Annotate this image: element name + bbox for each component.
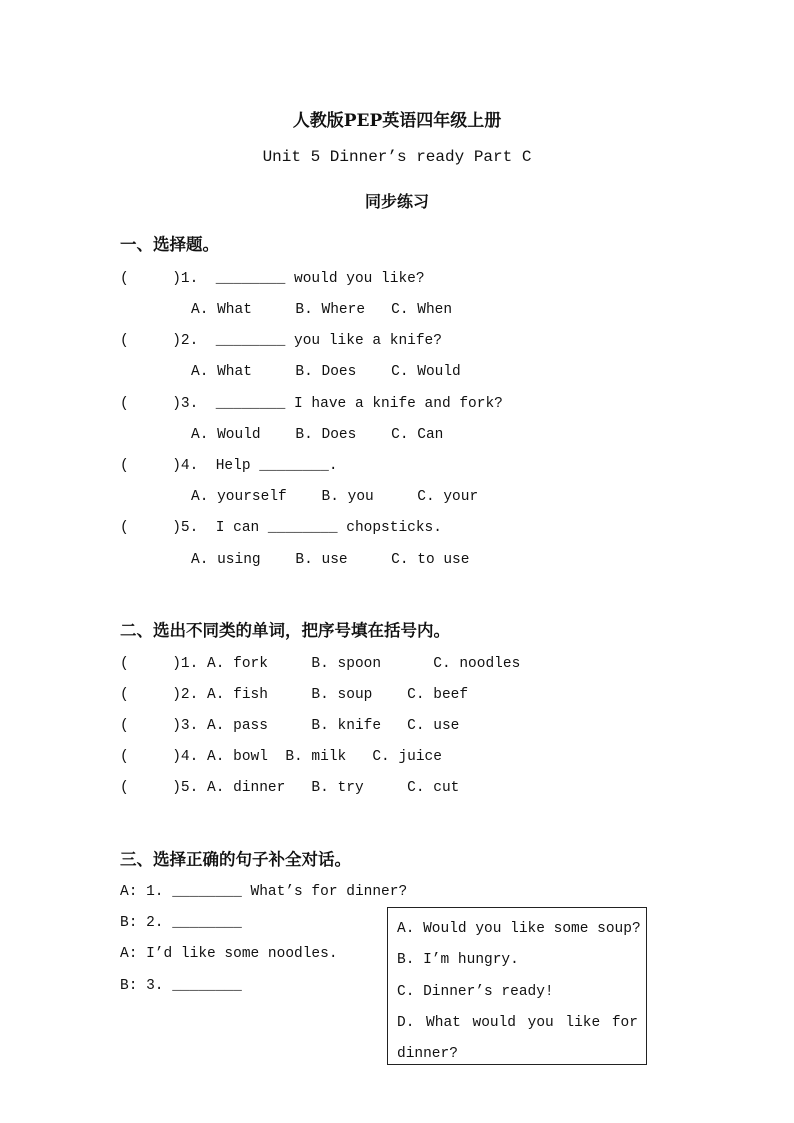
dialogue-line: A: 1. ________ What’s for dinner?	[120, 884, 408, 900]
question-stem: ( )1. ________ would you like?	[120, 271, 425, 287]
odd-one-out-row: ( )1. A. fork B. spoon C. noodles	[120, 656, 521, 672]
odd-one-out-row: ( )2. A. fish B. soup C. beef	[120, 687, 469, 703]
choice-word: would	[472, 1015, 517, 1031]
choice-word: What	[426, 1015, 461, 1031]
question-options: A. What B. Does C. Would	[191, 364, 461, 380]
page-subtitle: 同步练习	[364, 192, 429, 211]
dialogue-line: B: 3. ________	[120, 978, 242, 994]
question-stem: ( )2. ________ you like a knife?	[120, 333, 442, 349]
question-stem: ( )4. Help ________.	[120, 458, 338, 474]
dialogue-line: B: 2. ________	[120, 915, 242, 931]
question-stem: ( )5. I can ________ chopsticks.	[120, 520, 442, 536]
dialogue-line: A: I’d like some noodles.	[120, 946, 338, 962]
odd-one-out-row: ( )3. A. pass B. knife C. use	[120, 718, 460, 734]
unit-title: Unit 5 Dinner’s ready Part C	[262, 148, 532, 166]
choice-word: for	[611, 1015, 638, 1031]
choice-option-d-tail: dinner?	[397, 1046, 458, 1062]
choice-word: D.	[397, 1015, 415, 1031]
question-options: A. using B. use C. to use	[191, 552, 470, 568]
question-options: A. Would B. Does C. Can	[191, 427, 444, 443]
section-heading-1: 一、选择题。	[120, 235, 219, 254]
question-options: A. What B. Where C. When	[191, 302, 453, 318]
choice-word: you	[527, 1015, 554, 1031]
section-heading-2: 二、选出不同类的单词，把序号填在括号内。	[120, 621, 450, 640]
choice-word: like	[565, 1015, 601, 1031]
choices-box	[387, 907, 647, 1065]
choice-option: A. Would you like some soup?	[397, 921, 641, 937]
odd-one-out-row: ( )4. A. bowl B. milk C. juice	[120, 749, 442, 765]
choice-option: C. Dinner’s ready!	[397, 984, 554, 1000]
choice-option-d	[397, 1014, 638, 1032]
question-options: A. yourself B. you C. your	[191, 489, 479, 505]
section-heading-3: 三、选择正确的句子补全对话。	[120, 850, 351, 869]
choice-option: B. I’m hungry.	[397, 952, 519, 968]
question-stem: ( )3. ________ I have a knife and fork?	[120, 396, 503, 412]
odd-one-out-row: ( )5. A. dinner B. try C. cut	[120, 780, 460, 796]
page-title: 人教版PEP英语四年级上册	[292, 111, 502, 131]
